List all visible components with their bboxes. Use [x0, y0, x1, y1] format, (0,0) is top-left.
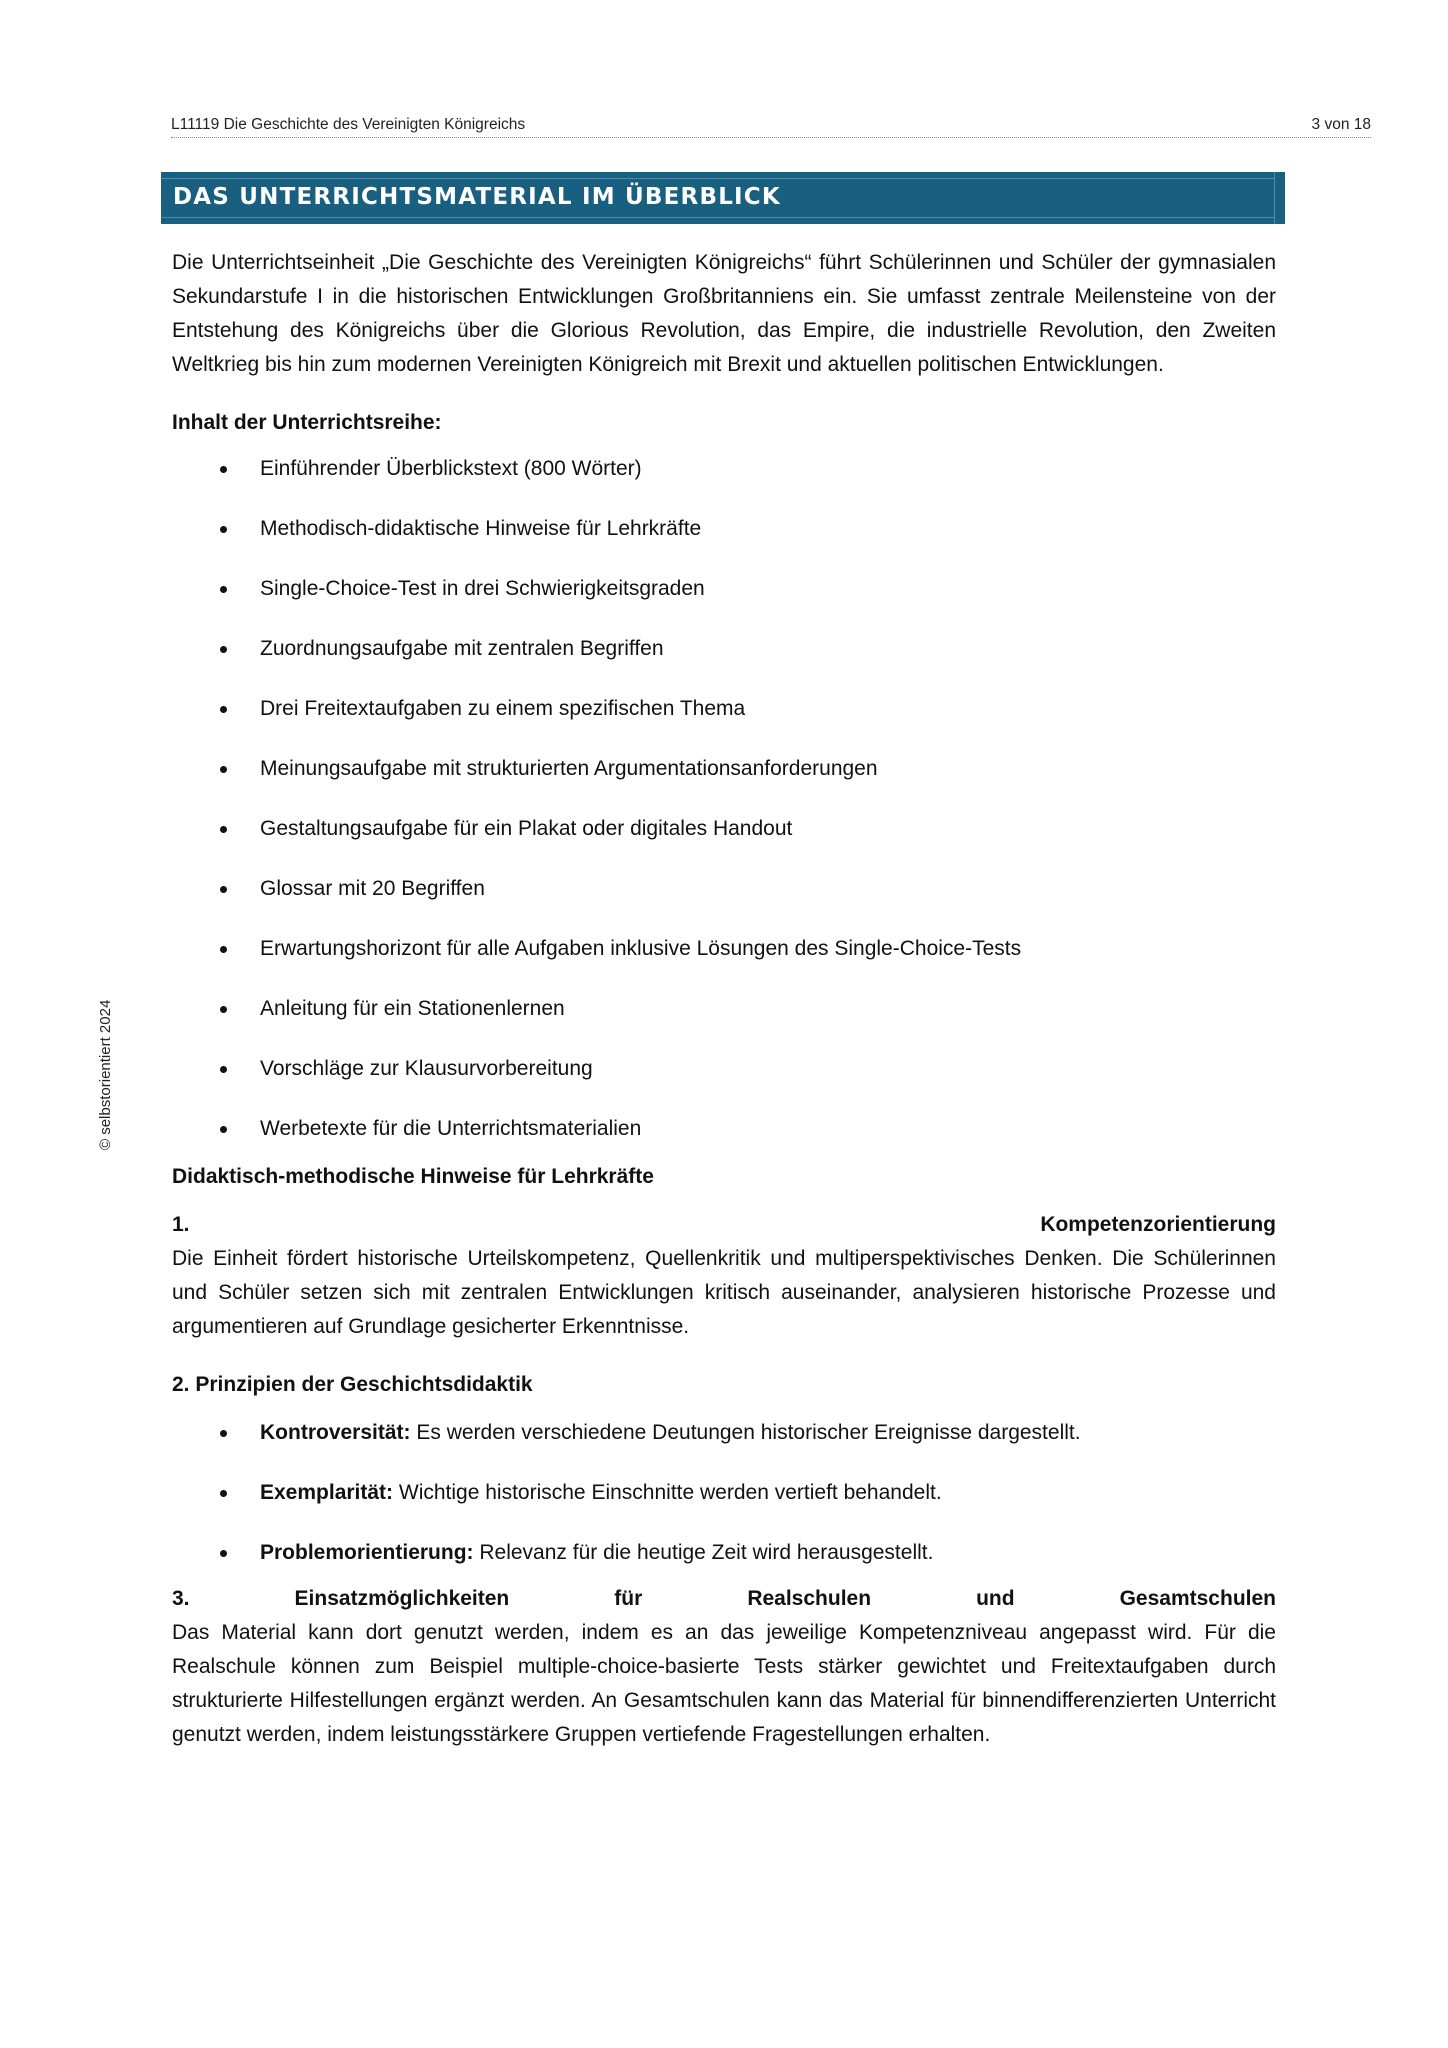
bullet-icon [220, 1126, 227, 1133]
section-banner [161, 172, 1285, 224]
list-item: Problemorientierung: Relevanz für die heutige Zeit wird herausgestellt. [172, 1536, 1276, 1582]
bullet-icon [220, 1550, 227, 1557]
bullet-icon [220, 1006, 227, 1013]
section-1-body: Die Einheit fördert historische Urteilskompetenz, Quellenkritik und multiperspektivisches Denken. Die Schülerinnen und Schüler setzen sich mit zentralen Entwicklungen kritisch auseinander, analysieren historische Prozesse und argumentieren auf Grundlage gesicherter Erkenntnisse. [172, 1247, 1276, 1338]
section-2-heading: 2. Prinzipien der Geschichtsdidaktik [172, 1373, 533, 1396]
list-item: Meinungsaufgabe mit strukturierten Argumentationsanforderungen [172, 752, 1276, 812]
bullet-icon [220, 886, 227, 893]
list-item: Zuordnungsaufgabe mit zentralen Begriffen [172, 632, 1276, 692]
bullet-icon [220, 1430, 227, 1437]
section-1-title: Kompetenzorientierung [1040, 1213, 1276, 1236]
page-header [171, 113, 1371, 138]
list-item: Methodisch-didaktische Hinweise für Lehrkräfte [172, 512, 1276, 572]
list-item: Exemplarität: Wichtige historische Einschnitte werden vertieft behandelt. [172, 1476, 1276, 1536]
bullet-icon [220, 946, 227, 953]
banner-inner-divider [1274, 172, 1275, 224]
bullet-icon [220, 826, 227, 833]
list-item: Werbetexte für die Unterrichtsmaterialien [172, 1112, 1276, 1156]
document-title: L11119 Die Geschichte des Vereinigten Königreichs [171, 116, 526, 133]
list-item: Gestaltungsaufgabe für ein Plakat oder digitales Handout [172, 812, 1276, 872]
document-body [172, 246, 1276, 1752]
bullet-icon [220, 526, 227, 533]
list-item: Glossar mit 20 Begriffen [172, 872, 1276, 932]
section-1-number: 1. [172, 1213, 190, 1236]
list-item: Kontroversität: Es werden verschiedene Deutungen historischer Ereignisse dargestellt. [172, 1416, 1276, 1476]
list-item: Drei Freitextaufgaben zu einem spezifischen Thema [172, 692, 1276, 752]
list-item: Erwartungshorizont für alle Aufgaben inklusive Lösungen des Single-Choice-Tests [172, 932, 1276, 992]
list-item: Vorschläge zur Klausurvorbereitung [172, 1052, 1276, 1112]
list-item: Anleitung für ein Stationenlernen [172, 992, 1276, 1052]
didactics-heading: Didaktisch-methodische Hinweise für Lehrkräfte [172, 1165, 654, 1188]
bullet-icon [220, 1490, 227, 1497]
page-number: 3 von 18 [1311, 116, 1371, 133]
list-item: Einführender Überblickstext (800 Wörter) [172, 452, 1276, 512]
bullet-icon [220, 766, 227, 773]
principles-list [172, 1416, 1276, 1582]
bullet-icon [220, 1066, 227, 1073]
bullet-icon [220, 466, 227, 473]
contents-heading: Inhalt der Unterrichtsreihe: [172, 411, 442, 434]
section-3-heading: 3. Einsatzmöglichkeiten für Realschulen und Gesamtschulen [172, 1587, 1276, 1610]
list-item: Single-Choice-Test in drei Schwierigkeitsgraden [172, 572, 1276, 632]
banner-title: DAS UNTERRICHTSMATERIAL IM ÜBERBLICK [173, 184, 781, 210]
section-1-heading [172, 1208, 1276, 1242]
bullet-icon [220, 586, 227, 593]
intro-paragraph: Die Unterrichtseinheit „Die Geschichte des Vereinigten Königreichs“ führt Schülerinnen und Schüler der gymnasialen Sekundarstufe I in die historischen Entwicklungen Großbritanniens ein. Sie umfasst zentrale Meilensteine von der Entstehung des Königreichs über die Glorious Revolution, das Empire, die industrielle Revolution, den Zweiten Weltkrieg bis hin zum modernen Vereinigten Königreich mit Brexit und aktuellen politischen Entwicklungen. [172, 251, 1276, 376]
copyright-note: © selbstorientiert 2024 [97, 999, 114, 1150]
bullet-icon [220, 706, 227, 713]
contents-list [172, 452, 1276, 1156]
section-3-body: Das Material kann dort genutzt werden, indem es an das jeweilige Kompetenzniveau angepasst wird. Für die Realschule können zum Beispiel multiple-choice-basierte Tests stärker gewichtet und Freitextaufgaben durch strukturierte Hilfestellungen ergänzt werden. An Gesamtschulen kann das Material für binnendifferenzierten Unterricht genutzt werden, indem leistungsstärkere Gruppen vertiefende Fragestellungen erhalten. [172, 1621, 1276, 1746]
bullet-icon [220, 646, 227, 653]
